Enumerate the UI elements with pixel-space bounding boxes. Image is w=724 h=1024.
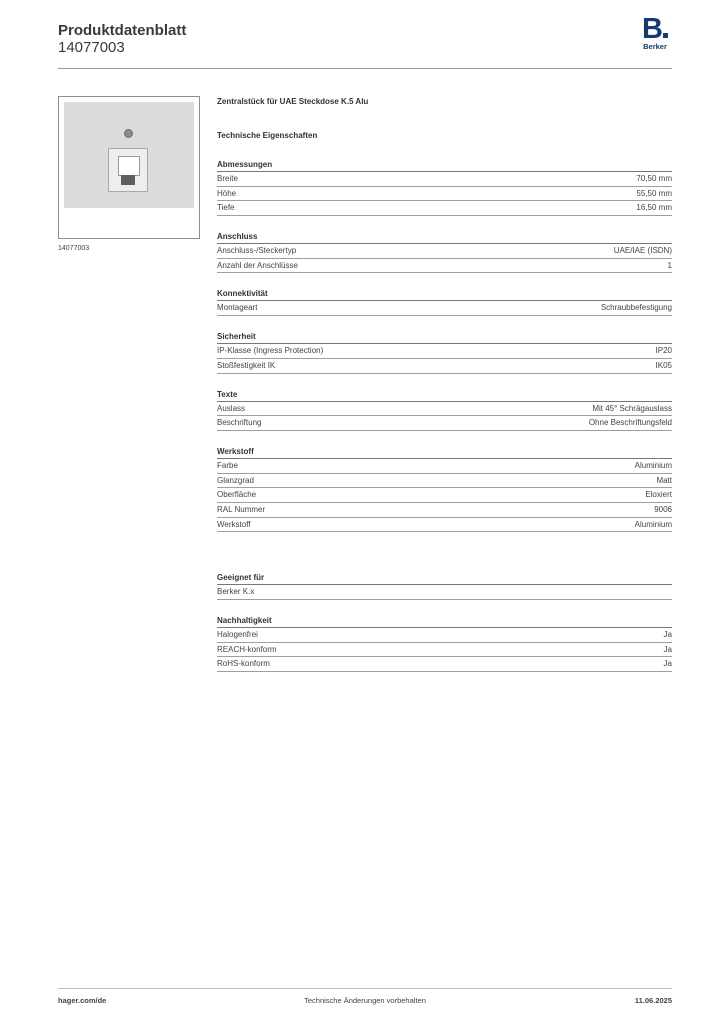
spec-group-title: Geeignet für [217,571,672,585]
spec-label: RAL Nummer [217,504,266,514]
spec-value: Ja [663,630,672,639]
footer-disclaimer: Technische Änderungen vorbehalten [304,996,426,1005]
spec-group-title: Konnektivität [217,287,672,301]
spec-row [217,359,672,374]
spec-value: Aluminium [634,460,672,470]
footer-date: 11.06.2025 [634,996,672,1005]
spec-value: Matt [656,475,672,485]
spec-row [217,344,672,359]
spec-label: IP-Klasse (Ingress Protection) [217,346,324,356]
article-number: 14077003 [58,39,125,56]
spec-group [217,287,672,316]
spec-value: Ohne Beschriftungsfeld [588,418,672,428]
spec-label: Beschriftung [217,418,262,428]
socket-opening [108,148,148,192]
spec-value: Eloxiert [645,490,672,500]
header-divider [58,68,672,69]
jack-insert [121,175,135,185]
berker-logo [638,15,672,51]
spec-value: 16,50 mm [636,203,672,213]
spec-label: Oberfläche [217,490,257,500]
spec-label: Anschluss-/Steckertyp [217,246,297,256]
spec-row [217,244,672,259]
spec-row [217,187,672,202]
spec-row [217,488,672,503]
spec-label: Breite [217,174,238,183]
spec-value: IK05 [655,360,672,370]
spec-group [217,330,672,373]
spec-row [217,474,672,489]
product-image [58,96,200,239]
spec-label: Tiefe [217,203,235,213]
spec-row [217,459,672,474]
spec-row [217,259,672,274]
spec-row [217,518,672,533]
spec-value: 70,50 mm [636,174,672,183]
spec-label: Werkstoff [217,519,251,529]
spec-group [217,571,672,600]
spec-row [217,172,672,187]
spec-row [217,628,672,643]
screw-icon [124,129,133,138]
logo-text: Berker [643,42,667,51]
spec-row [217,301,672,316]
spec-value: IP20 [655,346,672,356]
spec-row [217,402,672,417]
spec-label: Stoßfestigkeit IK [217,360,276,370]
spec-group-title: Sicherheit [217,330,672,344]
spec-group [217,388,672,431]
technical-properties-heading: Technische Eigenschaften [217,131,318,140]
logo-mark: B [638,15,672,44]
spec-value: 9006 [654,504,672,514]
spec-group-title: Werkstoff [217,445,672,459]
specification-panel [217,96,672,672]
spec-row [217,657,672,672]
spec-label: Montageart [217,303,258,313]
spec-label: Anzahl der Anschlüsse [217,260,298,270]
spec-group-title: Nachhaltigkeit [217,614,672,628]
spec-label: Berker K.x [217,587,255,597]
spec-row [217,585,672,600]
spec-label: Höhe [217,188,237,198]
spec-group [217,158,672,216]
spec-group [217,445,672,532]
spec-label: Glanzgrad [217,475,254,485]
spec-group-title: Abmessungen [217,158,672,172]
spec-value: UAE/IAE (ISDN) [613,246,672,256]
jack-opening [118,156,140,176]
page-footer [58,996,672,1010]
footer-website: hager.com/de [58,996,107,1005]
spec-label: Halogenfrei [217,630,258,639]
spec-group-title: Texte [217,388,672,402]
cover-plate [64,102,194,208]
spec-value: Mit 45° Schrägauslass [592,403,672,413]
spec-group-title: Anschluss [217,230,672,244]
spec-label: Farbe [217,460,238,470]
spec-label: Auslass [217,403,246,413]
spec-group [217,614,672,672]
spec-groups [217,158,672,672]
spec-row [217,201,672,216]
spec-value: Ja [663,659,672,669]
spec-value: Ja [663,644,672,654]
footer-divider [58,988,672,989]
image-caption: 14077003 [58,245,90,252]
spec-row [217,643,672,658]
spec-row [217,416,672,431]
spec-value: Aluminium [634,519,672,529]
spec-group [217,230,672,273]
spec-label: RoHS-konform [217,659,270,669]
spec-label: REACH-konform [217,644,277,654]
product-name: Zentralstück für UAE Steckdose K.5 Alu [217,97,369,106]
page-header [58,13,672,70]
spec-value: 1 [667,260,672,270]
spec-value: 55,50 mm [636,188,672,198]
spec-row [217,503,672,518]
spec-value: Schraubbefestigung [600,303,672,313]
document-title: Produktdatenblatt [58,22,187,39]
